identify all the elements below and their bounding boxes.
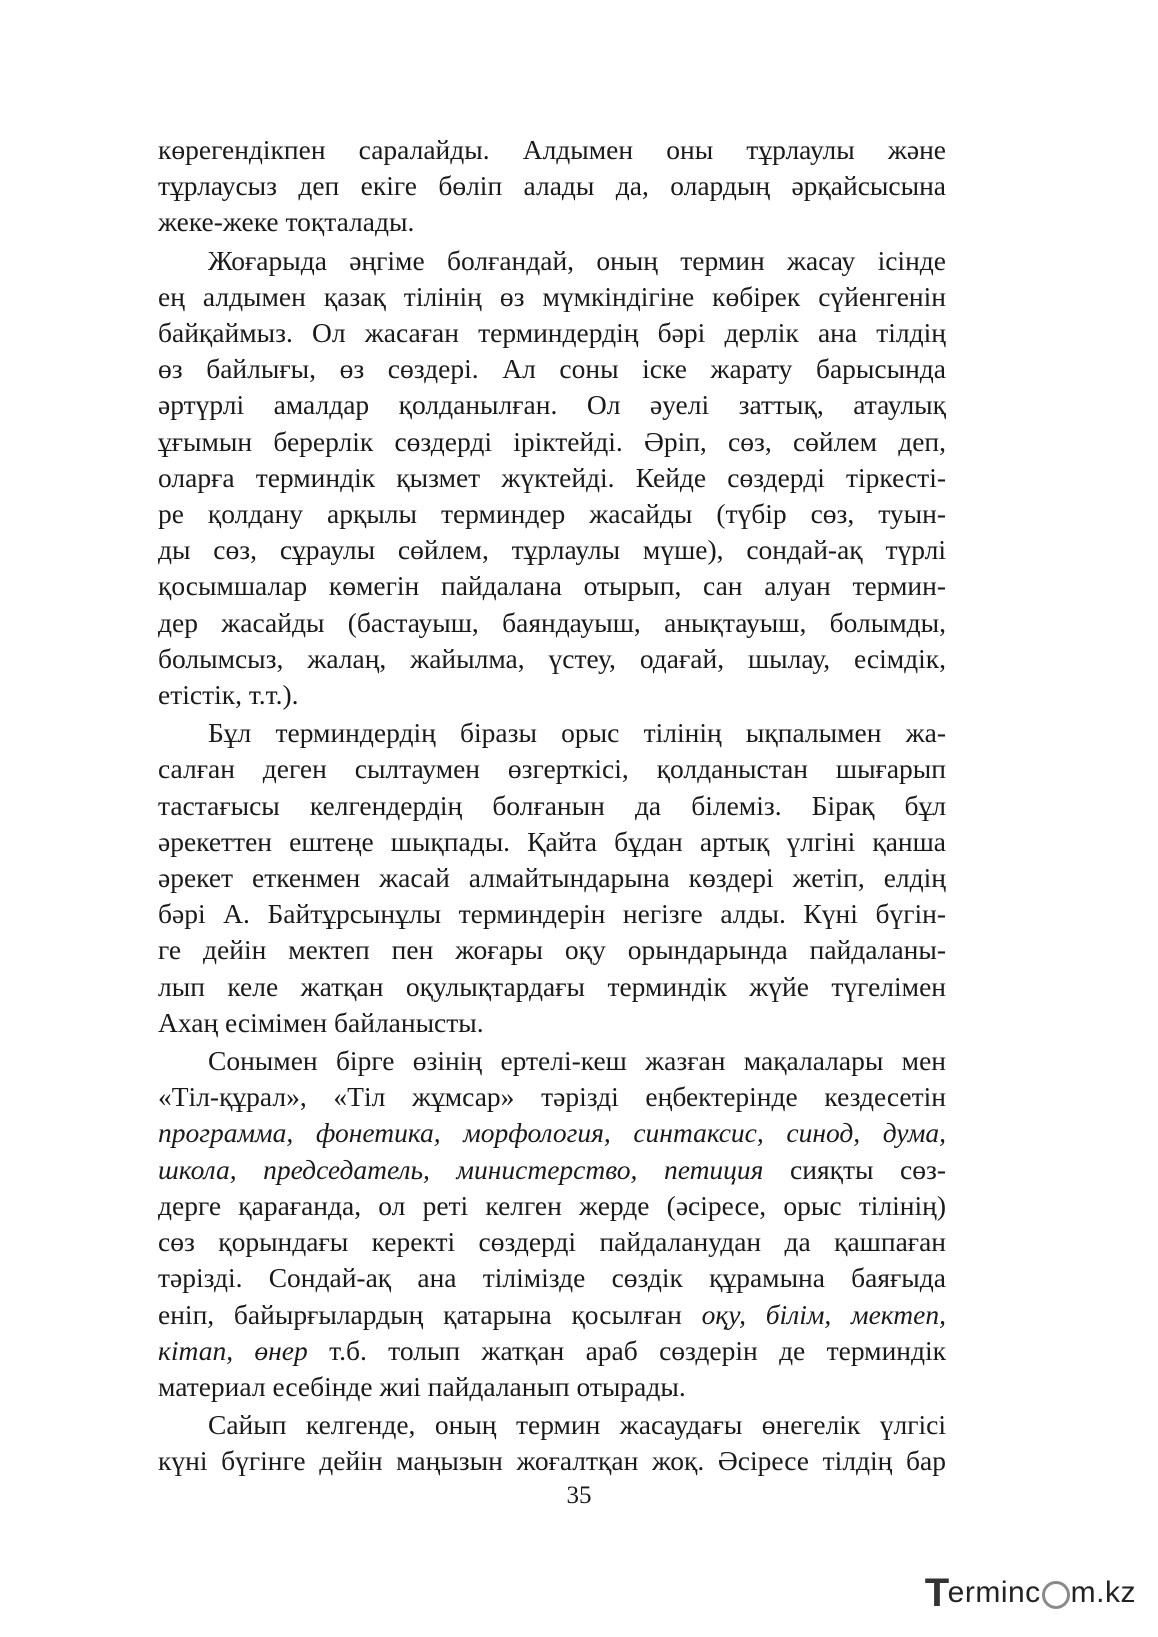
text-run: бәрі А. Байтұрсынұлы терминдерін негізге алды. Күні бүгін- [158, 898, 946, 930]
watermark-o-circle-icon [1042, 1581, 1070, 1609]
text-run: Ахаң есімімен байланысты. [158, 1006, 484, 1038]
italic-term: школа, председатель, министерство, петиция [158, 1153, 764, 1185]
text-line [158, 1333, 946, 1369]
text-run: ды сөз, сұраулы сөйлем, тұрлаулы мүше), сондай-ақ түрлі [158, 534, 946, 566]
text-line [158, 460, 946, 496]
watermark-text-end: m.kz [1070, 1576, 1136, 1609]
watermark-text-mid: erminc [947, 1576, 1041, 1609]
text-run: лып келе жатқан оқулықтардағы терминдік жүйе түгелімен [158, 970, 946, 1002]
paragraph [158, 132, 946, 241]
text-run: тәрізді. Сондай-ақ ана тілімізде сөздік құрамына баяғыда [158, 1262, 946, 1294]
italic-term: кітап, өнер [158, 1334, 308, 1366]
text-run: байқаймыз. Ол жасаған терминдердің бәрі дерлік ана тілдің [158, 317, 946, 349]
text-run: т.б. толып жатқан араб сөздерін де терминдік [307, 1334, 946, 1366]
text-run: Бұл терминдердің біразы орыс тілінің ықпалымен жа- [208, 717, 946, 749]
text-run: ре қолдану арқылы терминдер жасайды (түбір сөз, туын- [158, 498, 946, 530]
text-run: өз байлығы, өз сөздері. Ал соны іске жарату барысында [158, 353, 946, 385]
text-run: Сайып келгенде, оның термин жасаудағы өнегелік үлгісі [208, 1409, 946, 1441]
text-run: дерге қарағанда, ол реті келген жерде (әсіресе, орыс тілінің) [158, 1189, 946, 1221]
text-run: материал есебінде жиі пайдаланып отырады. [158, 1370, 686, 1402]
text-line [158, 1260, 946, 1296]
text-line [158, 1005, 946, 1041]
text-line [158, 243, 946, 279]
text-run: ұғымын берерлік сөздерді іріктейді. Әріп, сөз, сөйлем деп, [158, 425, 946, 457]
italic-term: оқу, білім, мектеп, [701, 1298, 946, 1330]
text-run: салған деген сылтаумен өзгерткісі, қолданыстан шығарып [158, 753, 946, 785]
text-line [158, 387, 946, 423]
text-run: «Тіл-құрал», «Тіл жұмсар» тәрізді еңбектерінде кездесетін [158, 1081, 946, 1113]
text-line [158, 896, 946, 932]
text-line [158, 532, 946, 568]
text-line [158, 1115, 946, 1151]
page-body [158, 132, 946, 1480]
text-run: дер жасайды (бастауыш, баяндауыш, анықтауыш, болымды, [158, 606, 946, 638]
text-line [158, 1443, 946, 1479]
paragraph [158, 1043, 946, 1405]
text-line [158, 424, 946, 460]
text-line [158, 1369, 946, 1405]
text-line [158, 351, 946, 387]
text-run: жеке-жеке тоқталады. [158, 206, 415, 238]
text-line [158, 315, 946, 351]
text-line [158, 860, 946, 896]
text-line [158, 1079, 946, 1115]
text-line [158, 1188, 946, 1224]
text-run: әртүрлі амалдар қолданылған. Ол әуелі заттық, атаулық [158, 389, 946, 421]
text-run: Жоғарыда әңгіме болғандай, оның термин жасау ісінде [208, 244, 946, 276]
paragraph [158, 1407, 946, 1479]
text-run: еніп, байырғылардың қатарына қосылған [158, 1298, 702, 1330]
termincom-watermark-logo [925, 1569, 1136, 1617]
text-line [158, 641, 946, 677]
text-run: әрекет еткенмен жасай алмайтындарына көздері жетіп, елдің [158, 862, 946, 894]
text-run: қосымшалар көмегін пайдалана отырып, сан алуан термин- [158, 570, 946, 602]
text-line [158, 605, 946, 641]
text-run: болымсыз, жалаң, жайылма, үстеу, одағай, шылау, есімдік, [158, 642, 946, 674]
paragraph [158, 715, 946, 1041]
text-line [158, 568, 946, 604]
text-line [158, 1043, 946, 1079]
text-line [158, 279, 946, 315]
text-run: әрекеттен ештеңе шықпады. Қайта бұдан артық үлгіні қанша [158, 825, 946, 857]
text-run: оларға терминдік қызмет жүктейді. Кейде сөздерді тіркесті- [158, 461, 946, 493]
text-line [158, 788, 946, 824]
text-run: сияқты сөз- [763, 1153, 946, 1185]
paragraph [158, 243, 946, 714]
text-line [158, 932, 946, 968]
text-run: сөз қорындағы керекті сөздерді пайдаланудан да қашпаған [158, 1226, 946, 1258]
text-line [158, 132, 946, 168]
text-line [158, 204, 946, 240]
text-run: ге дейін мектеп пен жоғары оқу орындарында пайдаланы- [158, 934, 946, 966]
text-run: тастағысы келгендердің болғанын да білеміз. Бірақ бұл [158, 789, 946, 821]
text-line [158, 715, 946, 751]
text-run: етістік, т.т.). [158, 679, 299, 711]
text-line [158, 824, 946, 860]
text-run: Сонымен бірге өзінің ертелі-кеш жазған мақалалары мен [208, 1045, 946, 1077]
text-line [158, 1224, 946, 1260]
text-run: тұрлаусыз деп екіге бөліп алады да, олардың әрқайсысына [158, 170, 946, 202]
text-run: күні бүгінге дейін маңызын жоғалтқан жоқ. Әсіресе тілдің бар [158, 1445, 946, 1477]
text-line [158, 1152, 946, 1188]
watermark-t-letter: T [924, 1570, 950, 1615]
text-run: көрегендікпен саралайды. Алдымен оны тұрлаулы және [158, 134, 946, 165]
text-line [158, 969, 946, 1005]
page-number: 35 [566, 1482, 592, 1509]
text-line [158, 1297, 946, 1333]
text-run: ең алдымен қазақ тілінің өз мүмкіндігіне көбірек сүйенгенін [158, 280, 946, 312]
text-line [158, 751, 946, 787]
text-line [158, 496, 946, 532]
text-line [158, 677, 946, 713]
text-line [158, 1407, 946, 1443]
italic-term: программа, фонетика, морфология, синтаксис, синод, дума, [158, 1117, 946, 1149]
text-line [158, 168, 946, 204]
